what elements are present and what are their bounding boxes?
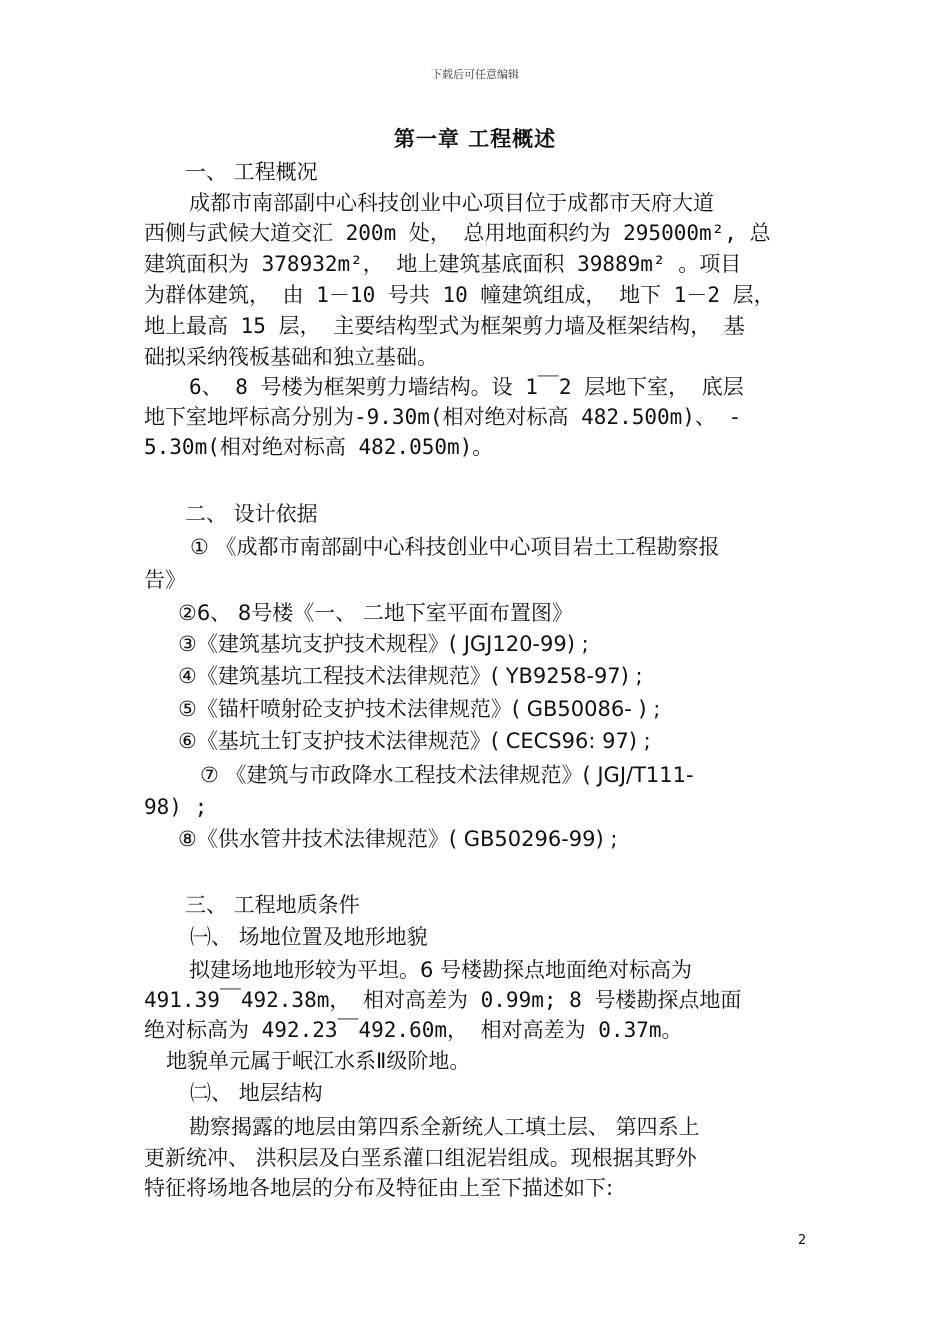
- page-number: 2: [798, 1233, 807, 1248]
- paragraph-line: 勘察揭露的地层由第四系全新统人工填土层、 第四系上: [189, 1115, 700, 1139]
- reference-item: ⑥《基坑土钉支护技术法律规范》( CECS96: 97) ;: [178, 729, 651, 753]
- reference-item: ① 《成都市南部副中心科技创业中心项目岩土工程勘察报: [190, 535, 720, 559]
- paragraph-line: 成都市南部副中心科技创业中心项目位于成都市天府大道: [189, 191, 714, 215]
- section-heading-3: 三、 工程地质条件: [185, 893, 360, 917]
- reference-item: 告》: [144, 568, 186, 592]
- paragraph-line: 地貌单元属于岷江水系Ⅱ级阶地。: [166, 1049, 471, 1073]
- reference-item: ③《建筑基坑支护技术规程》( JGJ120-99) ;: [178, 632, 589, 656]
- paragraph-line: 491.39￣492.38m， 相对高差为 0.99m; 8 号楼勘探点地面: [144, 988, 742, 1012]
- paragraph-line: 6、 8 号楼为框架剪力墙结构。设 1￣2 层地下室， 底层: [189, 375, 744, 399]
- reference-item: ②6、 8号楼《一、 二地下室平面布置图》: [178, 601, 573, 625]
- paragraph-line: 地上最高 15 层， 主要结构型式为框架剪力墙及框架结构， 基: [144, 314, 745, 338]
- paragraph-line: 特征将场地各地层的分布及特征由上至下描述如下:: [144, 1176, 614, 1200]
- reference-item: ⑤《锚杆喷射砼支护技术法律规范》( GB50086- ) ;: [178, 697, 661, 721]
- chapter-title: 第一章 工程概述: [393, 127, 557, 151]
- page-header: 下载后可任意编辑: [431, 68, 519, 81]
- paragraph-line: 建筑面积为 378932m²， 地上建筑基底面积 39889m² 。项目: [144, 252, 742, 276]
- paragraph-line: 绝对标高为 492.23￣492.60m， 相对高差为 0.37m。: [144, 1018, 683, 1042]
- reference-item: ⑧《供水管井技术法律规范》( GB50296-99) ;: [178, 827, 618, 851]
- section-heading-2: 二、 设计依据: [185, 502, 318, 526]
- reference-item: 98) ;: [144, 795, 208, 819]
- paragraph-line: 础拟采纳筏板基础和独立基础。: [144, 345, 438, 369]
- paragraph-line: 地下室地坪标高分别为-9.30m(相对绝对标高 482.500m)、 -: [144, 405, 742, 429]
- subsection-heading: ㈠、 场地位置及地形地貌: [190, 925, 428, 949]
- subsection-heading: ㈡、 地层结构: [190, 1081, 323, 1105]
- paragraph-line: 拟建场地地形较为平坦。6 号楼勘探点地面绝对标高为: [189, 958, 693, 982]
- reference-item: ⑦ 《建筑与市政降水工程技术法律规范》( JGJ/T111-: [200, 763, 694, 787]
- section-heading-1: 一、 工程概况: [185, 160, 318, 184]
- paragraph-line: 更新统冲、 洪积层及白垩系灌口组泥岩组成。现根据其野外: [144, 1146, 697, 1170]
- paragraph-line: 5.30m(相对绝对标高 482.050m)。: [144, 435, 494, 459]
- reference-item: ④《建筑基坑工程技术法律规范》( YB9258-97) ;: [178, 664, 643, 688]
- paragraph-line: 为群体建筑， 由 1－10 号共 10 幢建筑组成， 地下 1－2 层，: [144, 283, 775, 307]
- paragraph-line: 西侧与武候大道交汇 200m 处， 总用地面积约为 295000m², 总: [144, 221, 771, 245]
